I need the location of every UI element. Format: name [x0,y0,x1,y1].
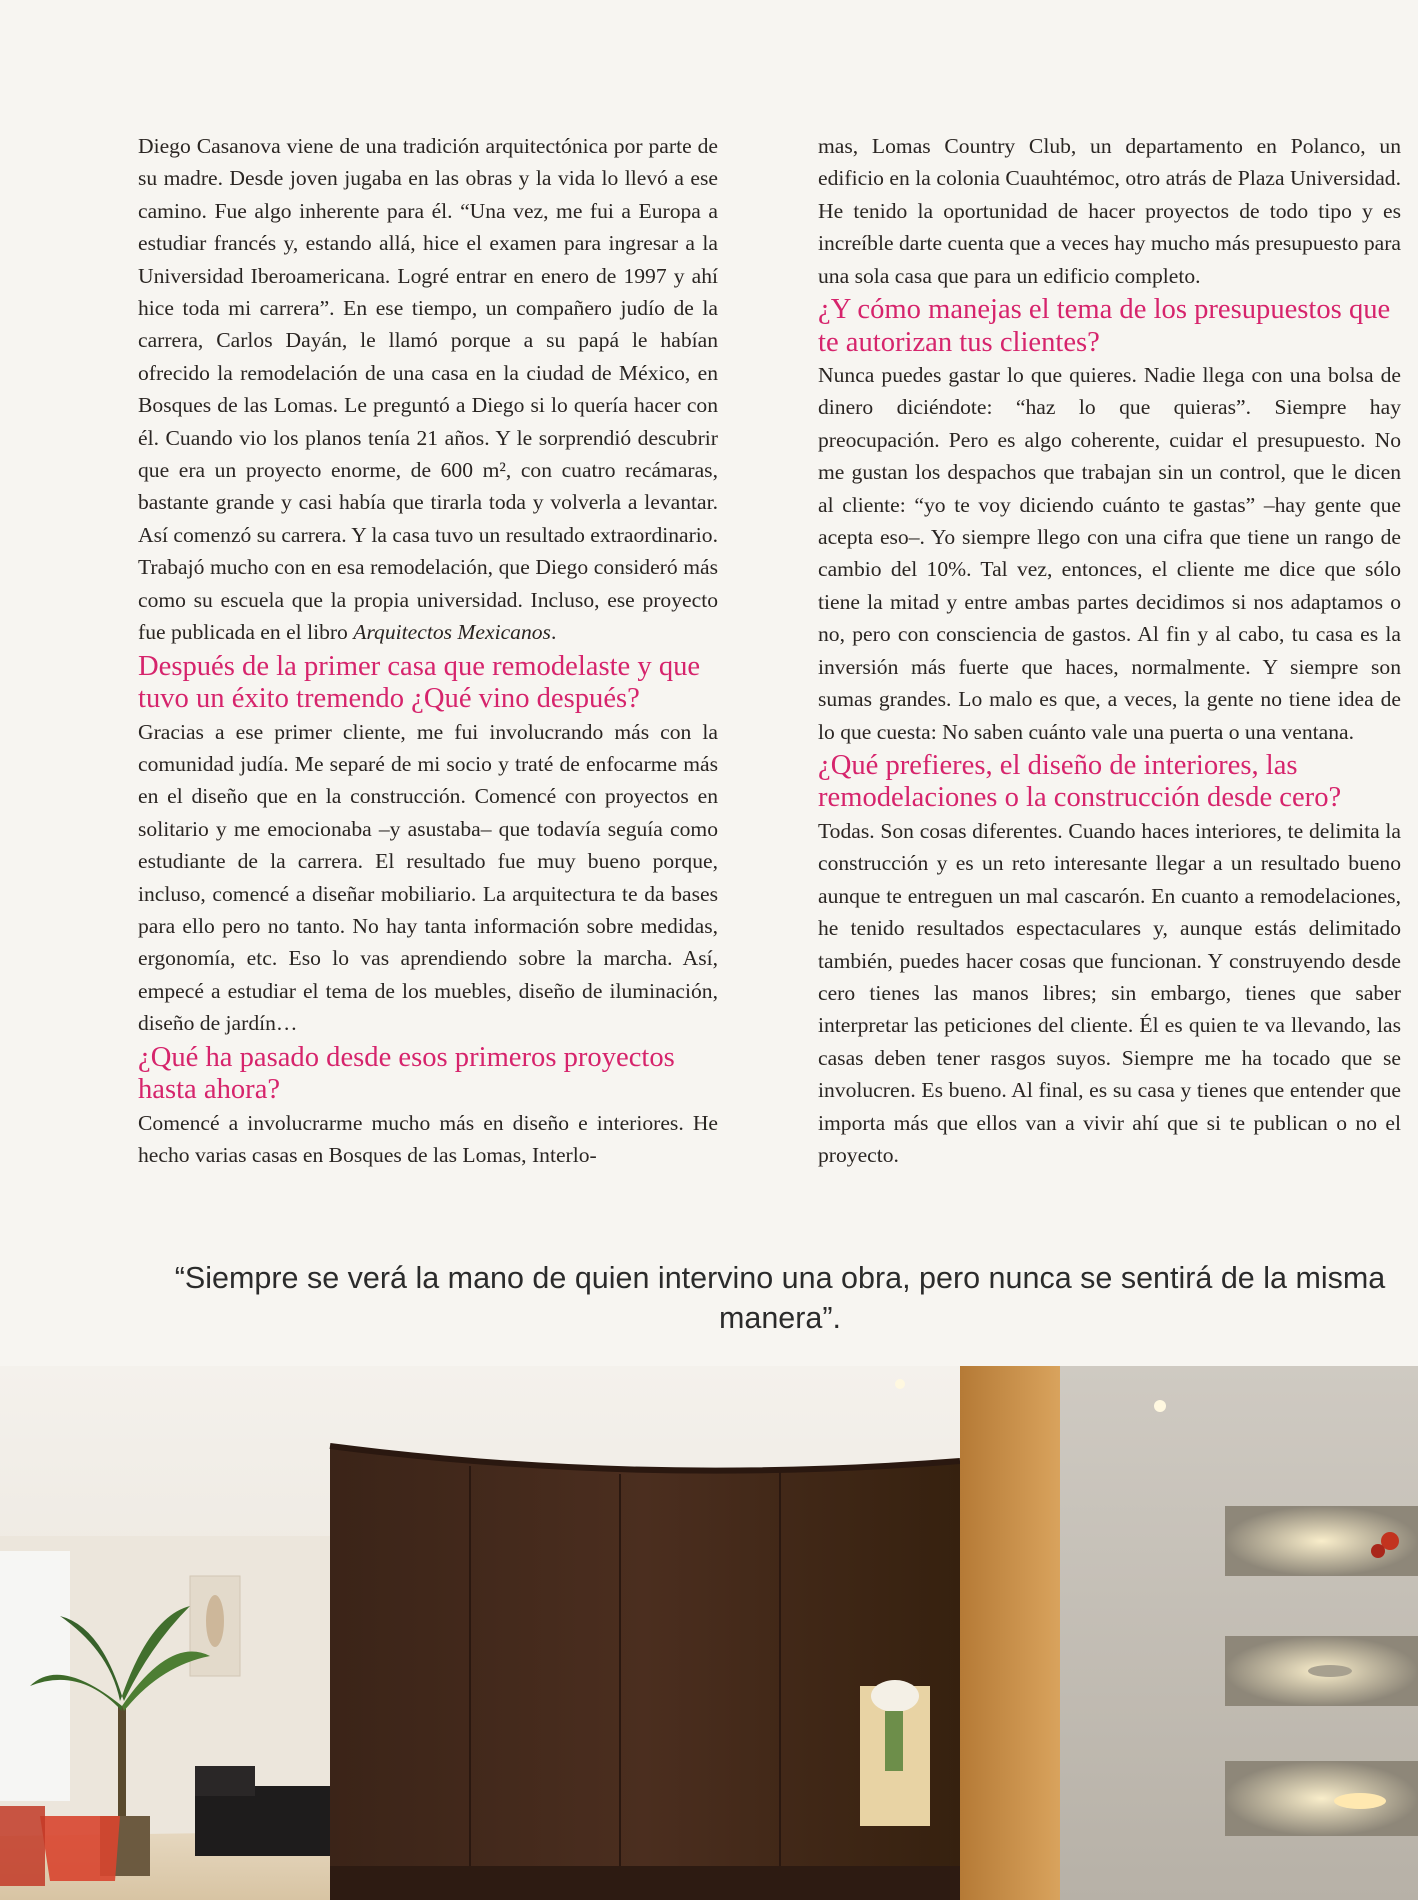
answer-paragraph-1: Gracias a ese primer cliente, me fui involucrando más con la comunidad judía. Me separé de mi socio y traté de enfocarme más en el diseño que en la construcción. Comencé con proyectos en solitario y me emocionaba –y asustaba– que todavía seguía como estudiante de la carrera. El resultado fue muy bueno porque, incluso, comencé a diseñar mobiliario. La arquitectura te da bases para ello pero no tanto. No hay tanta información sobre medidas, ergonomía, etc. Eso lo vas aprendiendo sobre la marcha. Así, empecé a estudiar el tema de los muebles, diseño de iluminación, diseño de jardín… [138,719,718,1036]
continued-paragraph: mas, Lomas Country Club, un departamento en Polanco, un edificio en la colonia Cuauhtémoc, otro atrás de Plaza Universidad. He tenido la oportunidad de hacer proyectos de todo tipo y es increíble darte cuenta que a veces hay mucho más presupuesto para una sola casa que para un edificio completo. [818,134,1401,288]
question-heading-4: ¿Qué prefieres, el diseño de interiores, las remodelaciones o la construcción desde cero? [818,749,1342,814]
interior-photo [0,1366,1418,1900]
interior-photo-illustration [0,1366,1418,1900]
question-heading-1: Después de la primer casa que remodelaste y que tuvo un éxito tremendo ¿Qué vino después? [138,650,701,714]
article-left-column [138,130,718,1171]
question-heading-3: ¿Y cómo manejas el tema de los presupuestos que te autorizan tus clientes? [818,294,1391,358]
answer-paragraph-3: Nunca puedes gastar lo que quieres. Nadie llega con una bolsa de dinero diciéndote: “haz lo que quieras”. Siempre hay preocupación. Pero es algo coherente, cuidar el presupuesto. No me gustan los despachos que trabajan sin un control, que le dicen al cliente: “yo te voy diciendo cuánto te gastas” –hay gente que acepta eso–. Yo siempre llego con una cifra que tiene un rango de cambio del 10%. Tal vez, entonces, el cliente me dice que sólo tiene la mitad y entre ambas partes decidimos si nos adaptamos o no, pero con consciencia de gastos. Al fin y al cabo, tu casa es la inversión más fuerte que haces, normalmente. Y siempre son sumas grandes. Lo malo es que, a veces, la gente no tiene idea de lo que cuesta: No saben cuánto vale una puerta o una ventana. [818,363,1401,744]
book-title: Arquitectos Mexicanos [353,620,551,645]
answer-paragraph-4: Todas. Son cosas diferentes. Cuando haces interiores, te delimita la construcción y es un reto interesante llegar a un resultado bueno aunque te entreguen un mal cascarón. En cuanto a remodelaciones, he tenido resultados espectaculares y, aunque estás delimitado también, puedes hacer cosas que funcionan. Y construyendo desde cero tienes las manos libres; sin embargo, tienes que saber interpretar las peticiones del cliente. Él es quien te va llevando, las casas deben tener rasgos suyos. Siempre me ha tocado que se involucren. Es bueno. Al final, es su casa y tienes que entender que importa más que ellos van a vivir ahí que si te publican o no el proyecto. [818,818,1401,1167]
intro-paragraph: Diego Casanova viene de una tradición arquitectónica por parte de su madre. Desde joven jugaba en las obras y la vida lo llevó a ese camino. Fue algo inherente para él. “Una vez, me fui a Europa a estudiar francés y, estando allá, hice el examen para ingresar a la Universidad Iberoamericana. Logré entrar en enero de 1997 y ahí hice toda mi carrera”. En ese tiempo, un compañero judío de la carrera, Carlos Dayán, le llamó porque a su papá le habían ofrecido la remodelación de una casa en la ciudad de México, en Bosques de las Lomas. Le preguntó a Diego si lo quería hacer con él. Cuando vio los planos tenía 21 años. Y le sorprendió descubrir que era un proyecto enorme, de 600 m², con cuatro recámaras, bastante grande y casi había que tirarla toda y volverla a levantar. Así comenzó su carrera. Y la casa tuvo un resultado extraordinario. Trabajó mucho con en esa remodelación, que Diego consideró más como su escuela que la propia universidad. Incluso, ese proyecto fue publicada en el libro Arquitectos Mexicanos. [138,134,719,645]
article-right-column [818,130,1401,1171]
pull-quote: “Siempre se verá la mano de quien intervino una obra, pero nunca se sentirá de la misma manera”. [174,1261,1386,1335]
answer-paragraph-2: Comencé a involucrarme mucho más en diseño e interiores. He hecho varias casas en Bosques de las Lomas, Interlo- [138,1110,718,1167]
question-heading-2: ¿Qué ha pasado desde esos primeros proyectos hasta ahora? [138,1041,675,1106]
